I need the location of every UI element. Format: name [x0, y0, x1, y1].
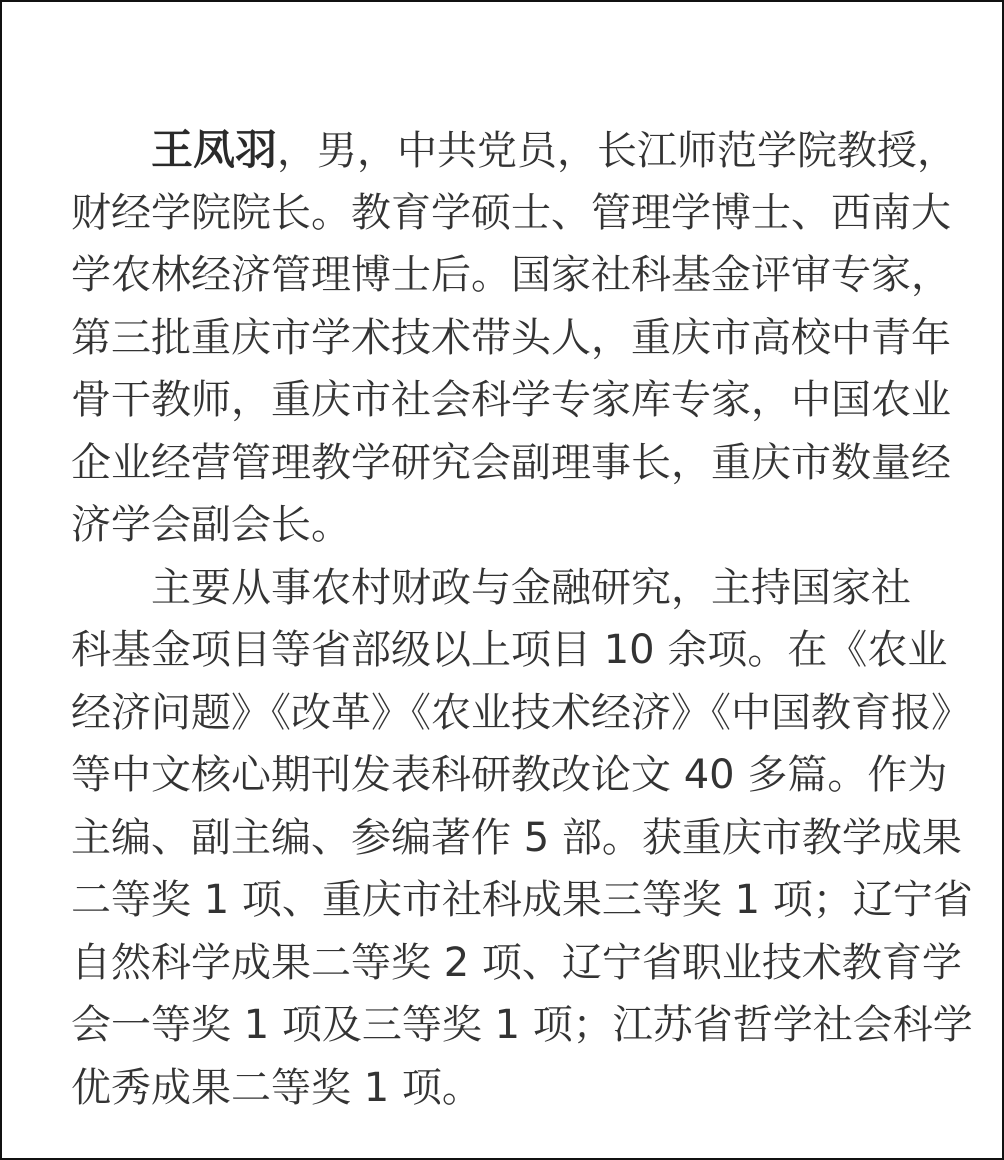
paragraph-2-line: 等中文核心期刊发表科研教改论文 40 多篇。作为: [71, 752, 948, 798]
person-name: 王凤羽: [151, 125, 278, 174]
paragraph-2-line: 主编、副主编、参编著作 5 部。获重庆市教学成果: [71, 814, 962, 861]
paragraph-2-line: 自然科学成果二等奖 2 项、辽宁省职业技术教育学: [71, 939, 962, 986]
paragraph-1-line: 财经学院院长。教育学硕士、管理学博士、西南大: [71, 189, 951, 236]
paragraph-1-line: [71, 119, 958, 182]
paragraph-2-line: 经济问题》《改革》《农业技术经济》《中国教育报》: [71, 689, 971, 736]
paragraph-1-line: 骨干教师，重庆市社会科学专家库专家，中国农业: [71, 377, 951, 423]
paragraph-1-line: 学农林经济管理博士后。国家社科基金评审专家，: [71, 252, 951, 298]
paragraph-2-line: 优秀成果二等奖 1 项。: [71, 1064, 482, 1111]
biography-text: [71, 119, 973, 1119]
paragraph-1-line: 济学会副会长。: [71, 502, 351, 548]
paragraph-1-line-1-rest: ，男，中共党员，长江师范学院教授，: [277, 128, 958, 174]
paragraph-1-line: 企业经营管理教学研究会副理事长，重庆市数量经: [71, 439, 951, 486]
paragraph-2-line: 会一等奖 1 项及三等奖 1 项；江苏省哲学社会科学: [71, 1002, 973, 1048]
paragraph-2-line: 科基金项目等省部级以上项目 10 余项。在《农业: [71, 627, 948, 673]
paragraph-2-line: 主要从事农村财政与金融研究，主持国家社: [151, 564, 911, 611]
paragraph-1-line: 第三批重庆市学术技术带头人，重庆市高校中青年: [71, 314, 951, 361]
paragraph-2-line: 二等奖 1 项、重庆市社科成果三等奖 1 项；辽宁省: [71, 877, 973, 923]
